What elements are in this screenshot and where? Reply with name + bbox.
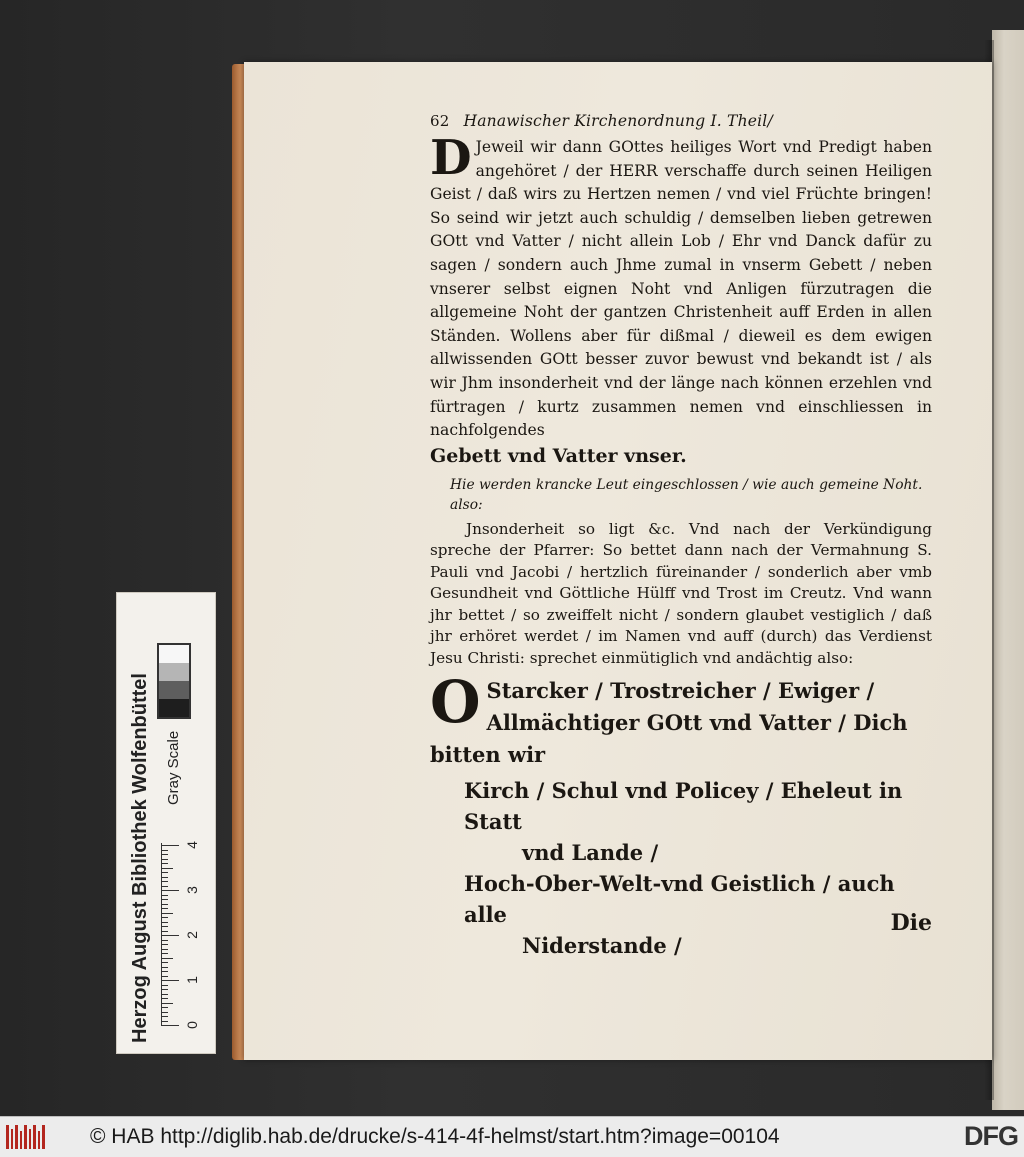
ruler-tick <box>161 1021 168 1022</box>
ruler-tick <box>161 845 179 846</box>
hab-barcode-icon <box>0 1117 52 1157</box>
footer-url[interactable]: © HAB http://diglib.hab.de/drucke/s-414-4f-helmst/start.htm?image=00104 <box>90 1125 780 1148</box>
color-scale-card <box>116 592 216 1054</box>
ruler-number: 0 <box>184 1021 200 1029</box>
prayer-line: Niderstande / <box>522 933 682 959</box>
gray-scale-label: Gray Scale <box>165 730 182 805</box>
ruler-number: 1 <box>184 976 200 984</box>
ruler-tick <box>161 926 168 927</box>
prayer-line: Kirch / Schul vnd Policey / Eheleut in Statt <box>464 778 903 835</box>
prayer-drop-cap: O <box>430 668 481 737</box>
paragraph-2-text: Jnsonderheit so ligt &c. Vnd nach der Verkündigung spreche der Pfarrer: So bettet dann nach der Vermahnung S. Pauli vnd Jacobi / hertzlich füreinander / sonderlich aber vmb Gesundheit vnd Göttliche Hülff vnd Trost im Creutz. Vnd wann jhr bettet / so zweiffelt nicht / sondern glaubet vestiglich / daß jhr erhöret werdet / im Namen vnd auff (durch) das Verdienst Jesu Christi: sprechet einmütiglich vnd andächtig also: <box>430 519 932 667</box>
running-title: Hanawischer Kirchenordnung I. Theil/ <box>463 112 773 130</box>
ruler-tick <box>161 994 168 995</box>
prayer-text: Starcker / Trostreicher / Ewiger / Allmächtiger GOtt vnd Vatter / Dich bitten wir <box>430 678 908 768</box>
ruler-tick <box>161 872 168 873</box>
ruler-tick <box>161 935 179 936</box>
ruler-tick <box>161 998 168 999</box>
prayer-list <box>430 775 932 961</box>
ruler-number: 4 <box>184 841 200 849</box>
ruler-tick <box>161 958 173 959</box>
ruler-tick <box>161 949 168 950</box>
book-page <box>244 62 992 1060</box>
ruler-tick <box>161 868 173 869</box>
page-text <box>430 112 932 961</box>
ruler-tick <box>161 895 168 896</box>
ruler-tick <box>161 886 168 887</box>
ruler-tick <box>161 953 168 954</box>
ruler-tick <box>161 850 168 851</box>
ruler-tick <box>161 1012 168 1013</box>
ruler-tick <box>161 877 168 878</box>
ruler-tick <box>161 980 179 981</box>
ruler-tick <box>161 971 168 972</box>
ruler-tick <box>161 859 168 860</box>
ruler-tick <box>161 1003 173 1004</box>
running-head <box>430 112 932 136</box>
paragraph-2 <box>430 519 932 670</box>
ruler-number: 2 <box>184 931 200 939</box>
ruler-tick <box>161 904 168 905</box>
dfg-logo: DFG <box>964 1121 1018 1151</box>
prayer-line: Hoch-Ober-Welt-vnd Geistlich / auch alle <box>464 871 895 928</box>
ruler <box>153 843 211 1033</box>
ruler-tick <box>161 913 173 914</box>
prayer-line: vnd Lande / <box>522 840 659 866</box>
ruler-tick <box>161 989 168 990</box>
ruler-tick <box>161 976 168 977</box>
prayer-opening <box>430 668 932 771</box>
ruler-tick <box>161 940 168 941</box>
ruler-tick <box>161 944 168 945</box>
ruler-tick <box>161 854 168 855</box>
drop-cap: D <box>430 130 472 186</box>
paragraph-1 <box>430 130 932 443</box>
scale-title: Herzog August Bibliothek Wolfenbüttel <box>129 673 151 1043</box>
ruler-tick <box>161 908 168 909</box>
ruler-tick <box>161 985 168 986</box>
paragraph-1-end: Gebett vnd Vatter vnser. <box>430 444 687 467</box>
ruler-tick <box>161 922 168 923</box>
page-number: 62 <box>430 112 450 130</box>
ruler-tick <box>161 863 168 864</box>
rubric: Hie werden krancke Leut eingeschlossen / wie auch gemeine Noht. also: <box>450 476 923 513</box>
ruler-tick <box>161 917 168 918</box>
catchword: Die <box>890 910 932 936</box>
ruler-tick <box>161 1007 168 1008</box>
footer-bar <box>0 1116 1024 1157</box>
ruler-tick <box>161 899 168 900</box>
ruler-tick <box>161 881 168 882</box>
ruler-tick <box>161 962 168 963</box>
ruler-tick <box>161 890 179 891</box>
ruler-number: 3 <box>184 886 200 894</box>
paragraph-1-text: Jeweil wir dann GOttes heiliges Wort vnd Predigt haben angehöret / der HERR verschaffe durch seinen Heiligen Geist / daß wirs zu Hertzen nemen / vnd viel Früchte bringen! So seind wir jetzt auch schuldig / demselben lieben getrewen GOtt vnd Vatter / nicht allein Lob / Ehr vnd Danck dafür zu sagen / sondern auch Jhme zumal in vnserm Gebett / neben vnserer selbst eignen Noht vnd Anligen fürzutragen die allgemeine Noht der gantzen Christenheit auff Erden in allen Ständen. Wollens aber für dißmal / dieweil es dem ewigen allwissenden GOtt besser zuvor bewust vnd bekandt ist / als wir Jhm insonderheit vnd der länge nach können erzehlen vnd fürtragen / kurtz zusammen nemen vnd einschliessen in nachfolgendes <box>430 138 932 440</box>
ruler-tick <box>161 1016 168 1017</box>
ruler-tick <box>161 1025 179 1026</box>
ruler-tick <box>161 931 168 932</box>
ruler-tick <box>161 967 168 968</box>
next-leaf <box>992 30 1024 1110</box>
swatch <box>159 645 189 663</box>
